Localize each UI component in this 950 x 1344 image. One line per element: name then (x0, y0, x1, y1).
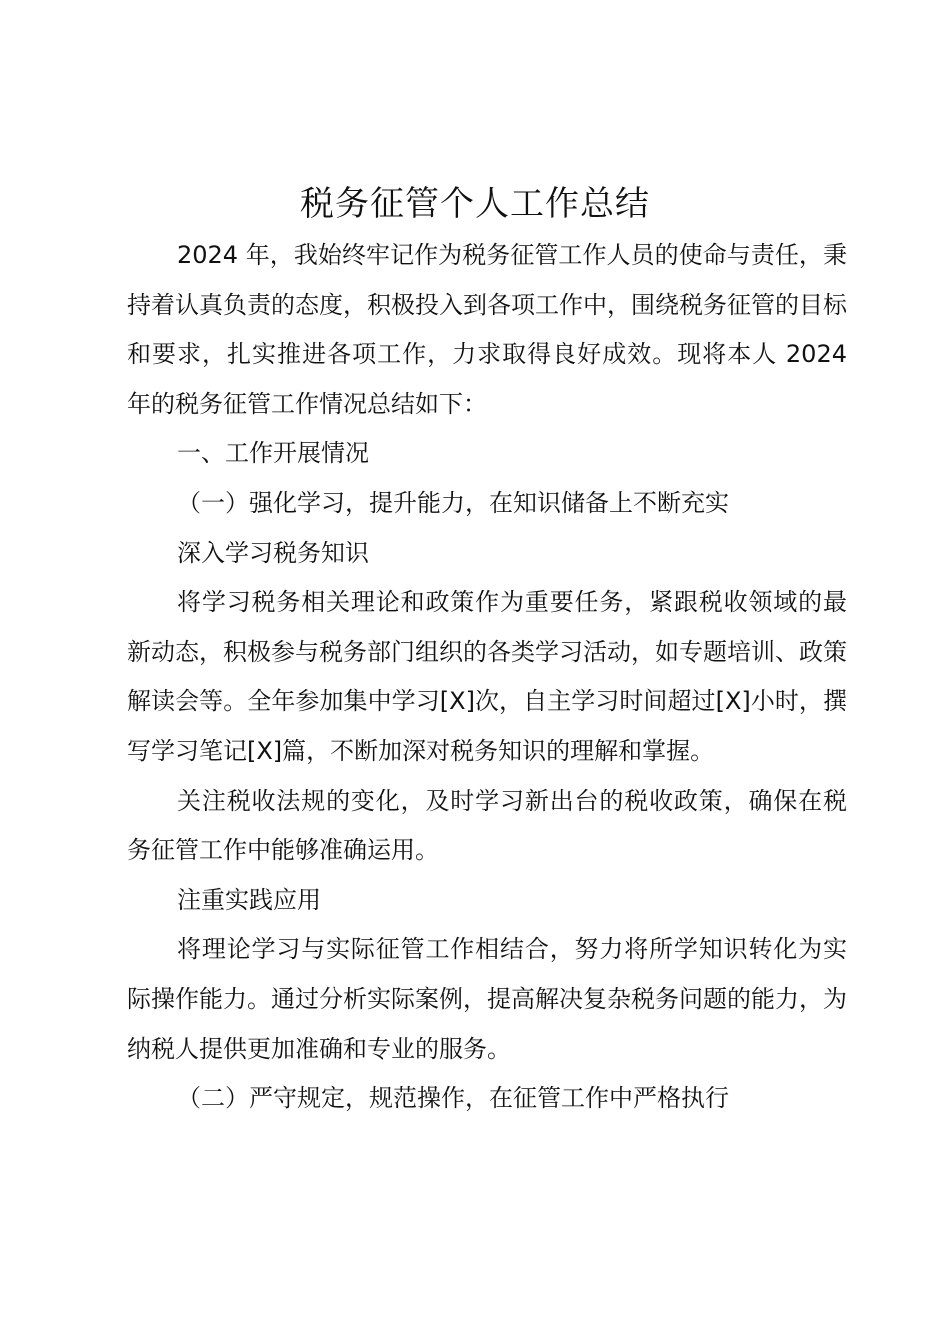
document-title: 税务征管个人工作总结 (300, 184, 650, 224)
section-heading-1: 一、工作开展情况 (177, 439, 369, 468)
practice-paragraph: 将理论学习与实际征管工作相结合，努力将所学知识转化为实际操作能力。通过分析实际案例，提高解决复杂税务问题的能力，为纳税人提供更加准确和专业的服务。 (127, 935, 847, 1063)
subsection-heading-1: （一）强化学习，提升能力，在知识储备上不断充实 (177, 488, 729, 517)
topic-heading-practice: 注重实践应用 (177, 885, 321, 914)
topic-heading-study: 深入学习税务知识 (177, 538, 369, 567)
regulation-paragraph: 关注税收法规的变化，及时学习新出台的税收政策，确保在税务征管工作中能够准确运用。 (127, 786, 847, 865)
subsection-heading-2: （二）严守规定，规范操作，在征管工作中严格执行 (177, 1084, 729, 1113)
intro-paragraph: 2024 年，我始终牢记作为税务征管工作人员的使命与责任，秉持着认真负责的态度，积极投入到各项工作中，围绕税务征管的目标和要求，扎实推进各项工作，力求取得良好成效。现将本人 2024 年的税务征管工作情况总结如下： (127, 241, 847, 418)
document-body (127, 231, 847, 1124)
study-paragraph: 将学习税务相关理论和政策作为重要任务，紧跟税收领域的最新动态，积极参与税务部门组织的各类学习活动，如专题培训、政策解读会等。全年参加集中学习[X]次，自主学习时间超过[X]小时，撰写学习笔记[X]篇，不断加深对税务知识的理解和掌握。 (127, 588, 847, 765)
